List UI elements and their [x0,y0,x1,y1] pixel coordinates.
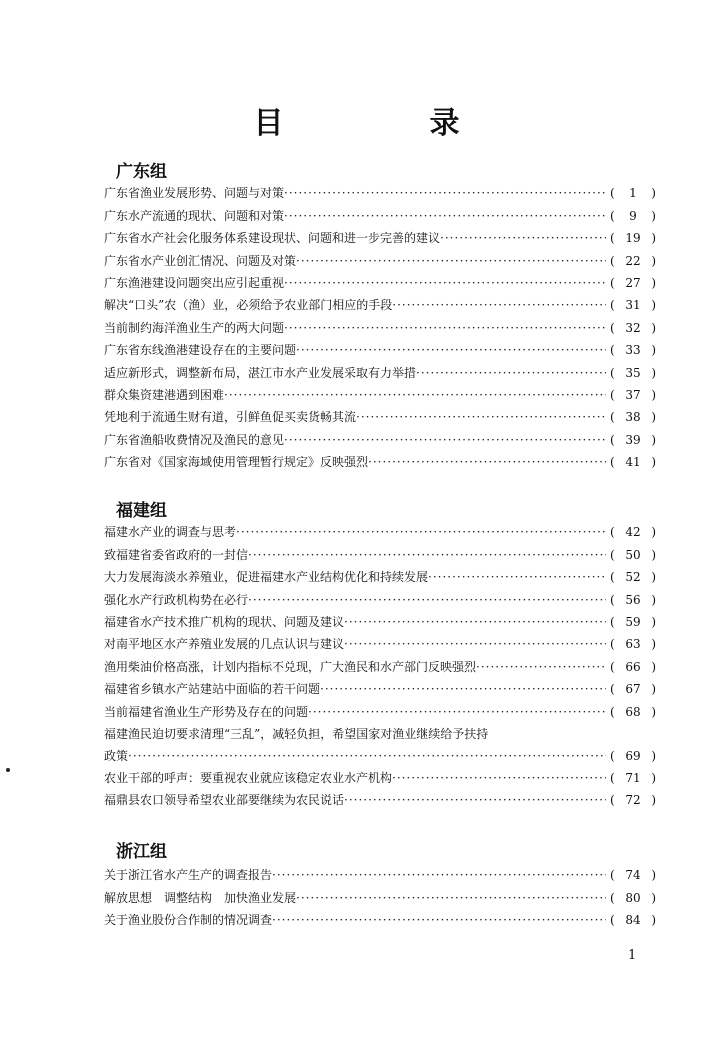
page-ref-number: 22 [625,253,641,268]
leader-dots [284,272,606,294]
page-ref-number: 31 [625,298,641,313]
toc-entry-title: 广东渔港建设问题突出应引起重视 [104,275,285,290]
leader-dots [392,294,606,316]
page-ref-number: 66 [625,659,641,674]
leader-dots [284,317,606,339]
page-ref-number: 39 [625,432,641,447]
toc-entry[interactable] [104,361,656,383]
toc-entry-title: 福建省水产技术推广机构的现状、问题及建议 [104,614,345,629]
leader-dots [296,339,606,361]
page-ref-number: 68 [625,704,641,719]
toc-entry[interactable] [104,767,656,789]
toc-entry[interactable] [104,655,656,677]
leader-dots [344,633,606,655]
page-ref: ( 22 ) [606,250,656,272]
toc-entry[interactable] [104,700,656,722]
toc-entry[interactable] [104,339,656,361]
toc-entry-title: 关于浙江省水产生产的调查报告 [104,868,273,883]
leader-dots [236,521,606,543]
toc-entry[interactable] [104,294,656,316]
page-ref: ( 68 ) [606,701,656,723]
page-ref: ( 9 ) [606,205,656,227]
page-ref: ( 69 ) [606,745,656,767]
page-ref-number: 1 [629,186,637,201]
page-ref-number: 32 [625,320,641,335]
page-ref-number: 67 [625,682,641,697]
toc-entry[interactable] [104,588,656,610]
page-ref-number: 84 [625,913,641,928]
page-ref-number: 80 [625,890,641,905]
page-ref: ( 27 ) [606,272,656,294]
toc-entry[interactable] [104,633,656,655]
toc-entry-title: 广东省渔船收费情况及渔民的意见 [104,432,285,447]
page-ref-number: 72 [625,793,641,808]
leader-dots [416,362,606,384]
leader-dots [272,909,606,931]
leader-dots [356,406,606,428]
leader-dots [476,656,606,678]
page-ref: ( 63 ) [606,633,656,655]
page-ref: ( 35 ) [606,362,656,384]
page-ref-number: 50 [625,547,641,562]
leader-dots [224,384,606,406]
toc-entry-title: 农业干部的呼声：要重视农业就应该稳定农业水产机构 [104,770,393,785]
page-ref: ( 74 ) [606,864,656,886]
page-ref-number: 38 [625,410,641,425]
toc-entry-title: 广东省对《国家海域使用管理暂行规定》反映强烈 [104,455,369,470]
section-heading-fujian: 福建组 [116,501,167,521]
toc-entry[interactable] [104,316,656,338]
leader-dots [368,451,606,473]
leader-dots [428,566,606,588]
page-ref-number: 52 [625,570,641,585]
toc-entry[interactable] [104,406,656,428]
leader-dots [296,887,606,909]
toc-entry-title: 福建渔民迫切要求清理“三乱”，减轻负担，希望国家对渔业继续给予扶持 [104,726,489,741]
page-ref-number: 41 [625,455,641,470]
leader-dots [248,589,606,611]
toc-entry[interactable] [104,204,656,226]
page-ref: ( 33 ) [606,339,656,361]
toc-entry[interactable] [104,384,656,406]
toc-entry[interactable] [104,249,656,271]
page-ref: ( 38 ) [606,406,656,428]
page-number: 1 [628,948,637,963]
toc-entry[interactable] [104,272,656,294]
section-heading-guangdong: 广东组 [116,162,167,182]
page-ref-number: 63 [625,637,641,652]
toc-entry[interactable] [104,864,656,886]
toc-entry[interactable] [104,543,656,565]
page-ref-number: 27 [625,275,641,290]
toc-entry[interactable] [104,521,656,543]
page-ref: ( 80 ) [606,887,656,909]
page-ref-number: 56 [625,592,641,607]
page-ref: ( 1 ) [606,182,656,204]
toc-entry-title: 适应新形式，调整新布局，湛江市水产业发展采取有力举措 [104,365,417,380]
toc-entry-title: 福鼎县农口领导希望农业部要继续为农民说话 [104,793,345,808]
page-ref-number: 19 [625,231,641,246]
page-ref: ( 56 ) [606,589,656,611]
page-ref-number: 35 [625,365,641,380]
page-ref: ( 50 ) [606,544,656,566]
toc-entry[interactable] [104,886,656,908]
page-ref: ( 39 ) [606,429,656,451]
page-ref: ( 52 ) [606,566,656,588]
toc-entry[interactable] [104,723,656,767]
page-ref: ( 31 ) [606,294,656,316]
toc-entry[interactable] [104,451,656,473]
leader-dots [284,205,606,227]
leader-dots [248,544,606,566]
page-title: 目 录 [253,106,518,141]
toc-entry[interactable] [104,909,656,931]
toc-entry-title: 渔用柴油价格高涨，计划内指标不兑现，广大渔民和水产部门反映强烈 [104,659,477,674]
leader-dots [392,767,606,789]
page-ref: ( 66 ) [606,656,656,678]
leader-dots [296,250,606,272]
page-ref: ( 41 ) [606,451,656,473]
toc-entry-title: 当前制约海洋渔业生产的两大问题 [104,320,285,335]
toc-entry[interactable] [104,182,656,204]
page-ref: ( 67 ) [606,678,656,700]
toc-entry[interactable] [104,428,656,450]
leader-dots [440,227,606,249]
page-ref: ( 42 ) [606,521,656,543]
toc-entry[interactable] [104,789,656,811]
page-ref: ( 72 ) [606,789,656,811]
page-ref: ( 19 ) [606,227,656,249]
toc-entry[interactable] [104,227,656,249]
toc-entry-title: 福建水产业的调查与思考 [104,525,237,540]
toc-entry-title: 广东省水产社会化服务体系建设现状、问题和进一步完善的建议 [104,231,441,246]
leader-dots [272,864,606,886]
toc-entry-title-cont: 政策 [104,748,129,763]
leader-dots [284,182,606,204]
leader-dots [320,678,606,700]
toc-entry-title: 对南平地区水产养殖业发展的几点认识与建议 [104,637,345,652]
toc-entry[interactable] [104,611,656,633]
page-ref-number: 33 [625,343,641,358]
toc-entry-title: 福建省乡镇水产站建站中面临的若干问题 [104,682,321,697]
toc-entry-title: 广东省水产业创汇情况、问题及对策 [104,253,297,268]
toc-list-zhejiang [104,864,656,931]
page-ref-number: 9 [629,208,637,223]
toc-entry-title: 解放思想 调整结构 加快渔业发展 [104,890,297,905]
toc-entry-title: 强化水产行政机构势在必行 [104,592,249,607]
toc-entry-title: 大力发展海淡水养殖业，促进福建水产业结构优化和持续发展 [104,570,429,585]
page-ref-number: 37 [625,387,641,402]
stray-mark [6,768,10,772]
toc-entry-title: 群众集资建港遇到困难 [104,387,225,402]
page-ref-number: 69 [625,748,641,763]
page-ref-number: 71 [625,770,641,785]
page-ref: ( 59 ) [606,611,656,633]
toc-entry-title: 广东水产流通的现状、问题和对策 [104,208,285,223]
toc-entry-title: 广东省渔业发展形势、问题与对策 [104,186,285,201]
toc-entry[interactable] [104,566,656,588]
section-heading-zhejiang: 浙江组 [116,842,167,862]
leader-dots [284,429,606,451]
page-ref-number: 59 [625,614,641,629]
toc-list-guangdong [104,182,656,473]
page-ref-number: 74 [625,868,641,883]
toc-entry-title: 解决“口头”农（渔）业，必须给予农业部门相应的手段 [104,298,393,313]
toc-entry[interactable] [104,678,656,700]
toc-entry-title: 关于渔业股份合作制的情况调查 [104,913,273,928]
leader-dots [308,701,606,723]
page-ref-number: 42 [625,525,641,540]
toc-entry-title: 致福建省委省政府的一封信 [104,547,249,562]
leader-dots [344,611,606,633]
leader-dots [128,745,606,767]
toc-list-fujian [104,521,656,811]
page-ref: ( 32 ) [606,317,656,339]
toc-entry-title: 当前福建省渔业生产形势及存在的问题 [104,704,309,719]
toc-entry-title: 凭地利于流通生财有道，引鲜鱼促买卖货畅其流 [104,410,357,425]
toc-entry-title: 广东省东线渔港建设存在的主要问题 [104,343,297,358]
page-ref: ( 84 ) [606,909,656,931]
page-ref: ( 71 ) [606,767,656,789]
page-ref: ( 37 ) [606,384,656,406]
leader-dots [344,789,606,811]
